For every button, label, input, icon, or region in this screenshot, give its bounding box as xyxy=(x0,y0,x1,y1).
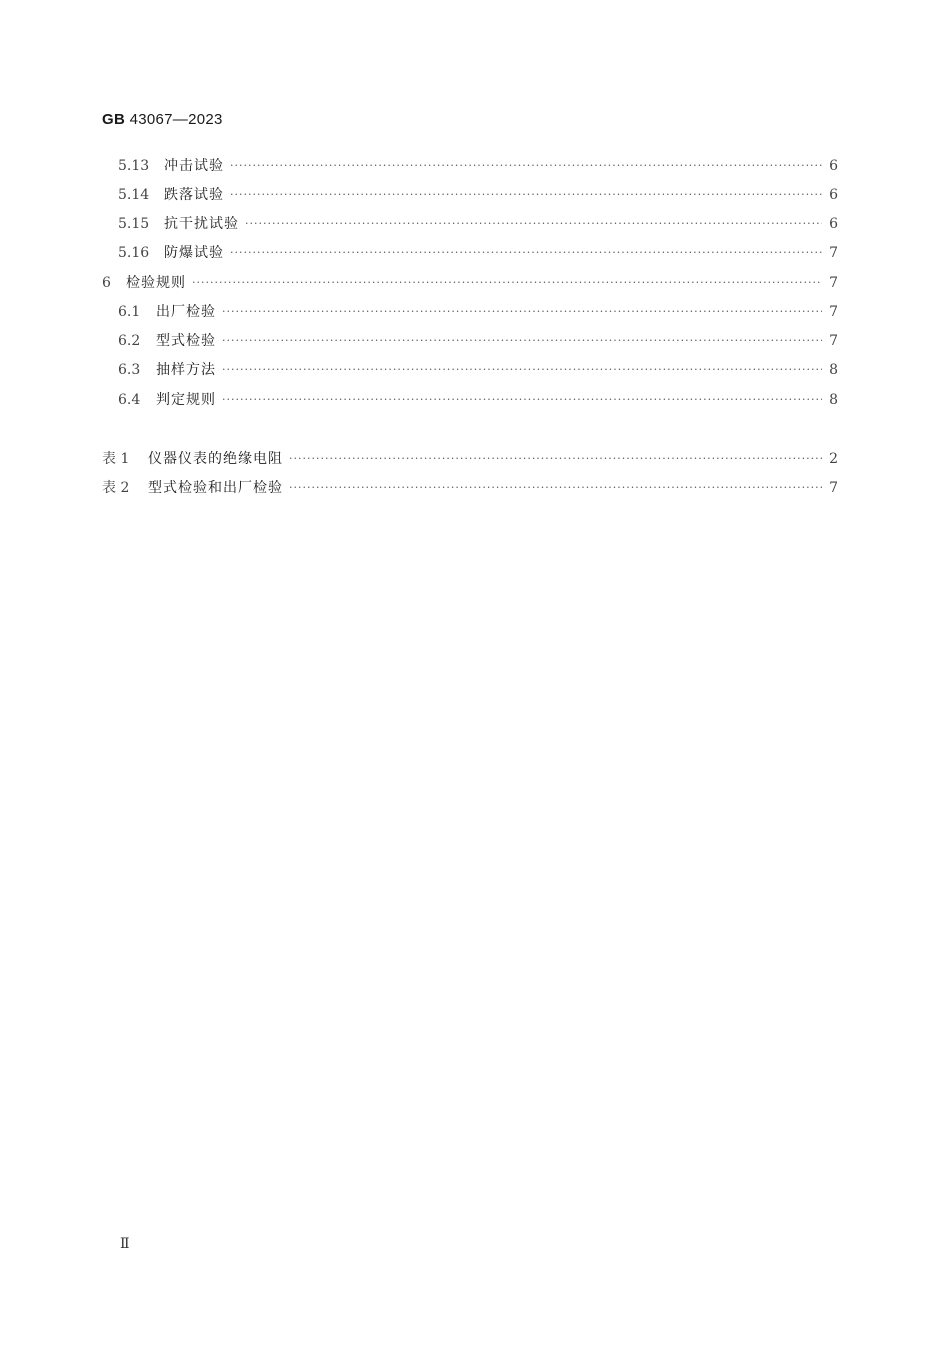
table-entry-page: 2 xyxy=(829,451,838,467)
table-entry-title: 仪器仪表的绝缘电阻 xyxy=(148,451,283,467)
toc-entry[interactable] xyxy=(118,389,838,411)
toc-entry-number: 5.16 xyxy=(118,245,150,261)
toc-entry-number: 6 xyxy=(102,275,111,291)
toc-entry[interactable] xyxy=(118,359,838,381)
toc-entry[interactable] xyxy=(118,213,838,235)
dot-leader xyxy=(192,272,822,294)
toc-entry[interactable] xyxy=(102,272,838,294)
dot-leader xyxy=(222,301,822,323)
dot-leader xyxy=(222,359,822,381)
toc-entry-title: 检验规则 xyxy=(126,275,186,291)
toc-entry-page: 8 xyxy=(829,362,838,378)
toc-entry[interactable] xyxy=(118,242,838,264)
table-entry-title: 型式检验和出厂检验 xyxy=(148,480,283,496)
page-number: Ⅱ xyxy=(120,1236,130,1252)
toc-entry-page: 6 xyxy=(829,187,838,203)
table-list-entry[interactable] xyxy=(102,448,838,470)
dot-leader xyxy=(230,155,822,177)
dot-leader xyxy=(222,389,822,411)
toc-entry-number: 5.13 xyxy=(118,158,150,174)
toc-entry-title: 型式检验 xyxy=(156,333,216,349)
toc-entry-page: 7 xyxy=(829,245,838,261)
dot-leader xyxy=(289,477,822,499)
table-list-entry[interactable] xyxy=(102,477,838,499)
table-entry-page: 7 xyxy=(829,480,838,496)
standard-prefix: GB xyxy=(102,111,126,128)
toc-entry-number: 6.4 xyxy=(118,392,141,408)
toc-entry[interactable] xyxy=(118,330,838,352)
toc-entry-title: 防爆试验 xyxy=(164,245,224,261)
standard-code: 43067—2023 xyxy=(129,111,223,128)
toc-entry-page: 6 xyxy=(829,158,838,174)
toc-entry-number: 6.2 xyxy=(118,333,141,349)
toc-entry-title: 出厂检验 xyxy=(156,304,216,320)
toc-entry-number: 6.1 xyxy=(118,304,141,320)
toc-entry-page: 7 xyxy=(829,333,838,349)
dot-leader xyxy=(230,184,822,206)
toc-entry-title: 抽样方法 xyxy=(156,362,216,378)
dot-leader xyxy=(222,330,822,352)
toc-entry[interactable] xyxy=(118,301,838,323)
dot-leader xyxy=(245,213,822,235)
toc-entry-title: 冲击试验 xyxy=(164,158,224,174)
toc-entry-page: 7 xyxy=(829,275,838,291)
table-entry-number: 表 2 xyxy=(102,480,130,496)
toc-entry-page: 6 xyxy=(829,216,838,232)
toc-entry-number: 5.15 xyxy=(118,216,150,232)
toc-entry-page: 7 xyxy=(829,304,838,320)
toc-entry-title: 跌落试验 xyxy=(164,187,224,203)
toc-entry-title: 抗干扰试验 xyxy=(164,216,239,232)
table-entry-number: 表 1 xyxy=(102,451,130,467)
toc-entry-page: 8 xyxy=(829,392,838,408)
toc-entry-number: 5.14 xyxy=(118,187,150,203)
dot-leader xyxy=(289,448,822,470)
toc-entry-number: 6.3 xyxy=(118,362,141,378)
document-header xyxy=(102,111,223,128)
toc-entry[interactable] xyxy=(118,184,838,206)
toc-entry[interactable] xyxy=(118,155,838,177)
dot-leader xyxy=(230,242,822,264)
toc-entry-title: 判定规则 xyxy=(156,392,216,408)
